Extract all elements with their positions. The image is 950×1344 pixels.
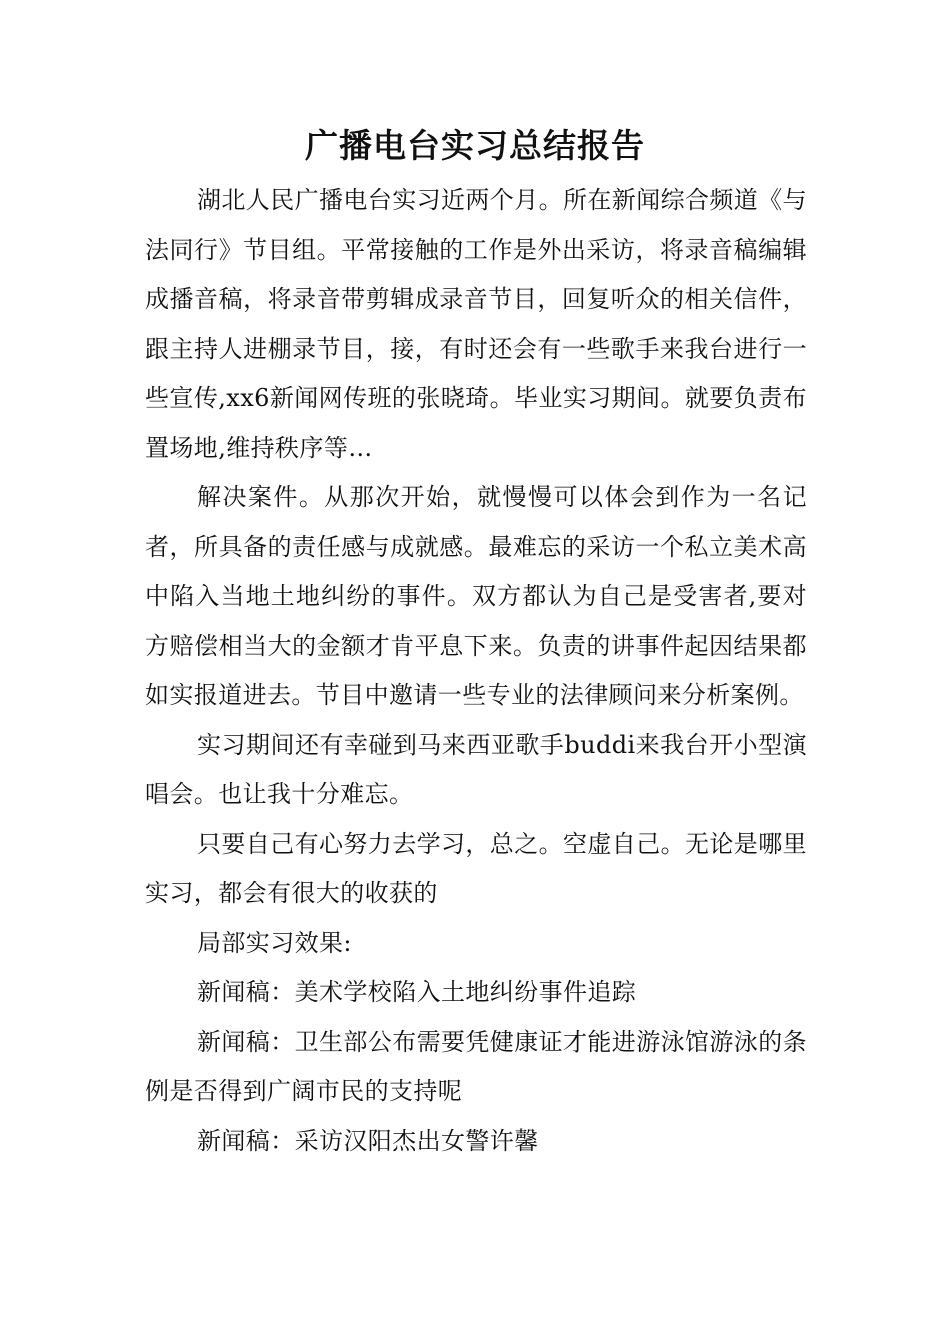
document-title: 广播电台实习总结报告 [305,126,645,165]
paragraph-results-heading: 局部实习效果: [197,928,352,957]
paragraph-news-item-1: 新闻稿：美术学校陷入土地纠纷事件追踪 [197,978,637,1006]
document-body [145,176,807,1166]
paragraph-news-item-3: 新闻稿：采访汉阳杰出女警许馨 [197,1126,539,1155]
paragraph-conclusion: 只要自己有心努力去学习，总之。空虚自己。无论是哪里实习，都会有很大的收获的 [145,829,807,907]
paragraph-case-reporting: 解决案件。从那次开始，就慢慢可以体会到作为一名记者，所具备的责任感与成就感。最难忘的采访一个私立美术高中陷入当地土地纠纷的事件。双方都认为自己是受害者,要对方赔偿相当大的金额才肯平息下来。负责的讲事件起因结果都如实报道进去。节目中邀请一些专业的法律顾问来分析案例。 [145,483,807,709]
paragraph-news-item-2: 新闻稿：卫生部公布需要凭健康证才能进游泳馆游泳的条例是否得到广阔市民的支持呢 [145,1027,807,1105]
paragraph-concert: 实习期间还有幸碰到马来西亚歌手buddi来我台开小型演唱会。也让我十分难忘。 [145,730,807,808]
paragraph-internship-intro: 湖北人民广播电台实习近两个月。所在新闻综合频道《与法同行》节目组。平常接触的工作是外出采访，将录音稿编辑成播音稿，将录音带剪辑成录音节目，回复听众的相关信件，跟主持人进棚录节目，接，有时还会有一些歌手来我台进行一些宣传,xx6新闻网传班的张晓琦。毕业实习期间。就要负责布置场地,维持秩序等… [145,186,807,462]
